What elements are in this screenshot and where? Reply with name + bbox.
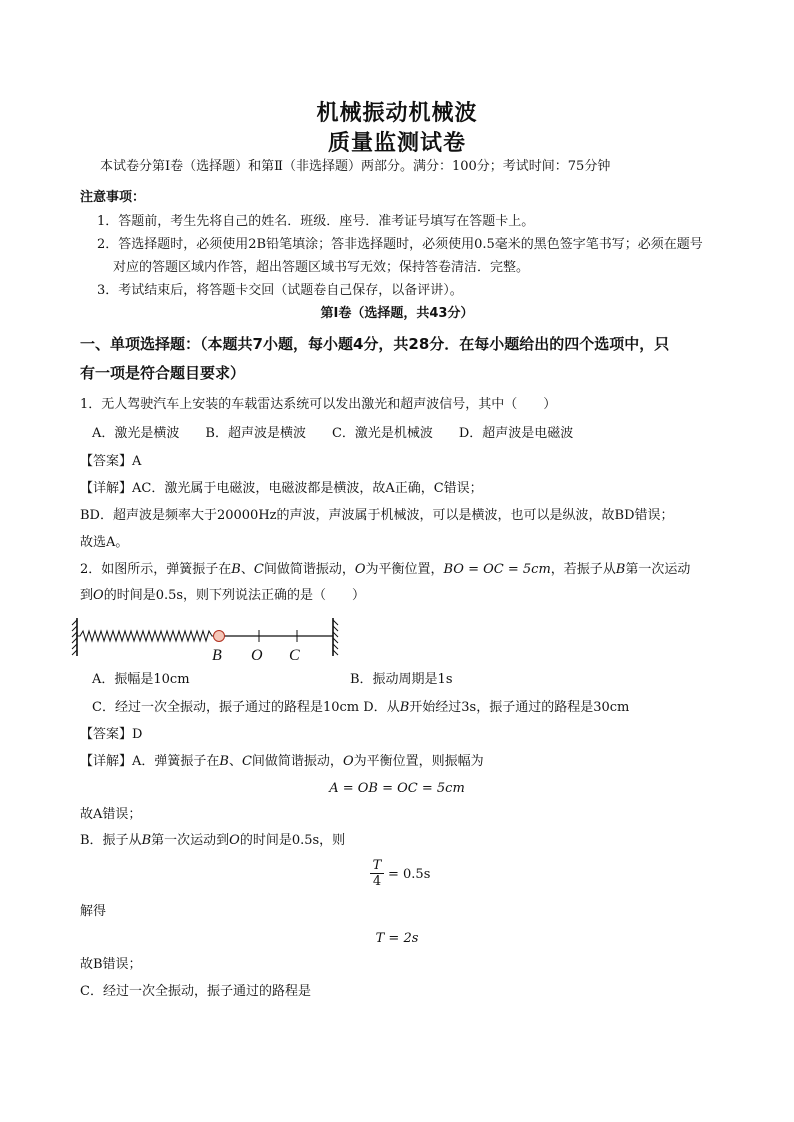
q2-wrong-a: 故A错误； — [80, 807, 142, 822]
q2-option-d: D．从B开始经过3s，振子通过的路程是30cm — [363, 700, 630, 715]
q2-option-b: B．振动周期是1s — [350, 672, 453, 687]
q2-options-cd — [92, 699, 629, 717]
label-b: B — [141, 833, 152, 848]
q2-option-c: C．经过一次全振动，振子通过的路程是10cm — [92, 700, 360, 715]
notes-item-2b: 对应的答题区域内作答，超出答题区域书写无效；保持答卷清洁．完整。 — [113, 260, 530, 275]
q2-wrong-b: 故B错误； — [80, 957, 142, 972]
q1-detail-1: 【详解】AC．激光属于电磁波，电磁波都是横波，故A正确，C错误； — [80, 481, 483, 496]
label-o: O — [229, 833, 240, 848]
figure-label-b: B — [212, 647, 222, 664]
q2-stem-text: 2．如图所示，弹簧振子在 — [80, 562, 232, 577]
fraction-rhs: = 0.5s — [388, 867, 431, 882]
spring-oscillator-figure — [70, 612, 360, 668]
q2-stem-text: 到 — [80, 588, 94, 603]
q2-stem-text: 为平衡位置， — [365, 562, 444, 577]
q2-stem-text: 间做简谐振动， — [263, 562, 355, 577]
figure-label-c: C — [289, 647, 300, 664]
label-b: B — [231, 562, 241, 577]
q2-stem-text: 第一次运动 — [625, 562, 691, 577]
exam-title-line1: 机械振动机械波 — [316, 101, 478, 126]
q2-stem-text: 的时间是0.5s，则下列说法正确的是（ ） — [103, 588, 366, 603]
label-b: B — [399, 700, 410, 715]
figure-label-o: O — [251, 647, 263, 664]
section1-heading-line2: 有一项是符合题目要求） — [80, 364, 246, 382]
fraction-numerator: T — [370, 858, 384, 874]
right-wall — [333, 618, 338, 656]
q2-detail-a: 【详解】A．弹簧振子在B、C间做简谐振动，O为平衡位置，则振幅为 — [80, 754, 484, 769]
spring-coil — [77, 631, 214, 641]
q2-answer: 【答案】D — [80, 727, 143, 742]
q2-stem-text: ，若振子从 — [550, 562, 616, 577]
q2-detail-c: C．经过一次全振动，振子通过的路程是 — [80, 984, 311, 999]
part1-heading: 第Ⅰ卷（选择题，共43分） — [320, 306, 474, 321]
label-b: B — [219, 754, 229, 769]
fraction-denominator: 4 — [372, 874, 382, 889]
fraction — [370, 858, 384, 889]
oscillator-ball — [214, 631, 225, 642]
separator: 、 — [228, 754, 242, 769]
label-o: O — [342, 754, 354, 769]
notes-item-3: 3．考试结束后，将答题卡交回（试题卷自己保存，以备评讲）。 — [97, 283, 463, 298]
q2-detail-b: B．振子从B第一次运动到O的时间是0.5s，则 — [80, 833, 346, 848]
notes-item-1: 1．答题前，考生先将自己的姓名．班级．座号．准考证号填写在答题卡上。 — [97, 214, 535, 229]
label-c: C — [241, 754, 252, 769]
separator: 、 — [240, 562, 254, 577]
q2-option-a: A．振幅是10cm — [92, 672, 190, 687]
label-o: O — [354, 562, 366, 577]
q2-stem-line1 — [80, 561, 690, 579]
q1-options: A．激光是横波 B．超声波是横波 C．激光是机械波 D．超声波是电磁波 — [92, 426, 574, 441]
equation-period: T = 2s — [375, 931, 419, 946]
section1-heading-line1: 一、单项选择题：（本题共7小题，每小题4分，共28分．在每小题给出的四个选项中，只 — [80, 335, 670, 353]
q2-stem-line2 — [80, 587, 365, 605]
solve-label: 解得 — [80, 904, 107, 919]
label-b: B — [615, 562, 626, 577]
notes-heading: 注意事项： — [80, 190, 146, 205]
equation-amplitude: A = OB = OC = 5cm — [329, 781, 465, 796]
label-c: C — [253, 562, 264, 577]
q1-detail-2: BD．超声波是频率大于20000Hz的声波，声波属于机械波，可以是横波，也可以是纵波，故BD错误； — [80, 508, 674, 523]
q1-stem: 1．无人驾驶汽车上安装的车载雷达系统可以发出激光和超声波信号，其中（ ） — [80, 397, 557, 412]
equation-bo-oc: BO = OC = 5cm — [443, 562, 551, 577]
label-o: O — [93, 588, 104, 603]
q1-detail-3: 故选A。 — [80, 535, 129, 550]
exam-intro: 本试卷分第Ⅰ卷（选择题）和第Ⅱ（非选择题）两部分。满分：100分；考试时间：75分钟 — [100, 159, 611, 174]
exam-title-line2: 质量监测试卷 — [327, 131, 466, 156]
q1-answer: 【答案】A — [80, 454, 142, 469]
notes-item-2a: 2．答选择题时，必须使用2B铅笔填涂；答非选择题时，必须使用0.5毫米的黑色签字笔书写；必须在题号 — [97, 237, 703, 252]
left-wall — [72, 618, 77, 656]
